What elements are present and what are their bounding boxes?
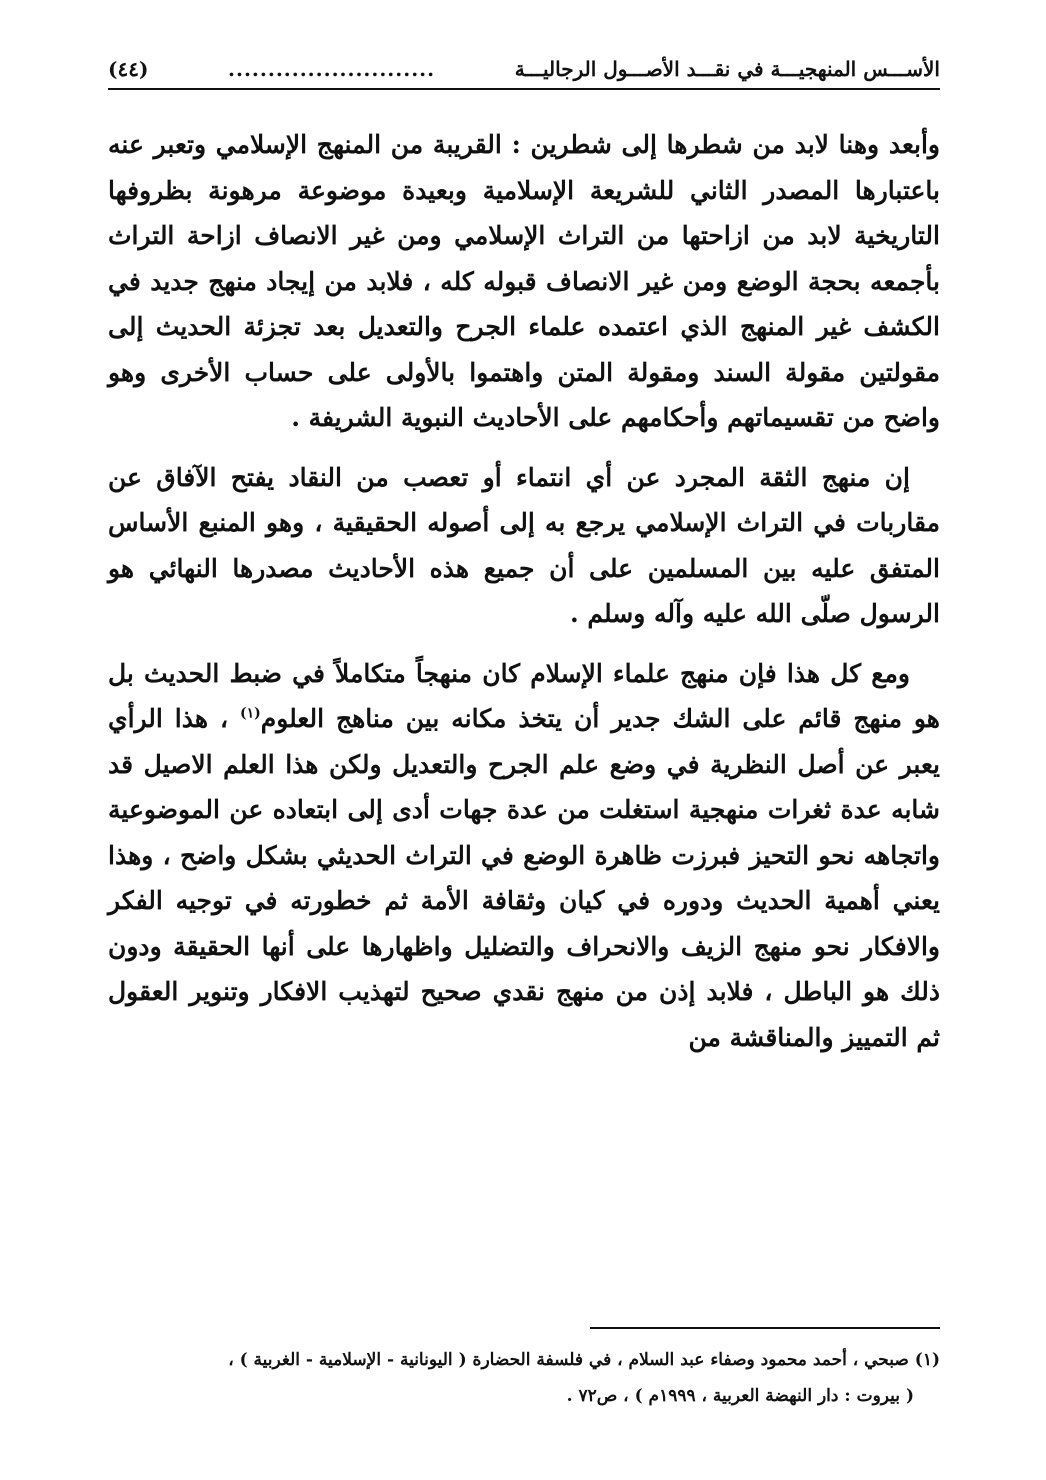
footnote-separator (590, 1327, 940, 1329)
page-number: (٤٤) (108, 57, 149, 81)
footnotes (108, 1342, 940, 1414)
paragraph-3-part-1: ومع كل هذا فإن منهج علماء الإسلام كان منهجاً متكاملاً في ضبط الحديث بل هو منهج قائم على الشك جدير أن يتخذ مكانه بين مناهج العلوم (108, 658, 940, 733)
running-header (108, 52, 940, 86)
header-leader-dots: .......................... (228, 57, 436, 81)
footnote-1-line-1: (١) صبحي ، أحمد محمود وصفاء عبد السلام ، في فلسفة الحضارة ( اليونانية - الإسلامية - الغربية ) ، (228, 1350, 940, 1370)
header-rule (108, 88, 940, 90)
paragraph-1: وأبعد وهنا لابد من شطرها إلى شطرين : القريبة من المنهج الإسلامي وتعبر عنه باعتبارها المصدر الثاني للشريعة الإسلامية وبعيدة موضوعة مرهونة بظروفها التاريخية لابد من ازاحتها من التراث الإسلامي ومن غير الانصاف ازاحة التراث بأجمعه بحجة الوضع ومن غير الانصاف قبوله كله ، فلابد من إيجاد منهج جديد في الكشف غير المنهج الذي اعتمده علماء الجرح والتعديل بعد تجزئة الحديث إلى مقولتين مقولة السند ومقولة المتن واهتموا بالأولى على حساب الأخرى وهو واضح من تقسيماتهم وأحكامهم على الأحاديث النبوية الشريفة . (108, 130, 940, 432)
paragraph-3-part-2: ، هذا الرأي يعبر عن أصل النظرية في وضع علم الجرح والتعديل ولكن هذا العلم الاصيل قد شابه عدة ثغرات منهجية استغلت من عدة جهات أدى إلى ابتعاده عن الموضوعية واتجاهه نحو التحيز فبرزت ظاهرة الوضع في التراث الحديثي بشكل واضح ، وهذا يعني أهمية الحديث ودوره في كيان وثقافة الأمة ثم خطورته في توجيه الفكر والافكار نحو منهج الزيف والانحراف والتضليل واظهارها على أنها الحقيقة ودون ذلك هو الباطل ، فلابد إذن من منهج نقدي صحيح لتهذيب الافكار وتنوير العقول ثم التمييز والمناقشة من (108, 704, 940, 1052)
paragraph-3 (108, 651, 940, 1061)
footnote-1-line-2: ( بيروت : دار النهضة العربية ، ١٩٩٩م ) ، ص٧٢ . (566, 1386, 914, 1406)
paragraph-2: إن منهج الثقة المجرد عن أي انتماء أو تعصب من النقاد يفتح الآفاق عن مقاربات في التراث الإسلامي يرجع به إلى أصوله الحقيقية ، وهو المنبع الأساس المتفق عليه بين المسلمين على أن جميع هذه الأحاديث مصدرها النهائي هو الرسول صلّى الله عليه وآله وسلم . (108, 462, 940, 628)
footnote-reference-1[interactable]: (١) (239, 705, 261, 722)
main-text (108, 122, 940, 1074)
header-title: الأســـس المنهجيـــة في نقـــد الأصـــول الرجاليـــة (514, 57, 940, 81)
